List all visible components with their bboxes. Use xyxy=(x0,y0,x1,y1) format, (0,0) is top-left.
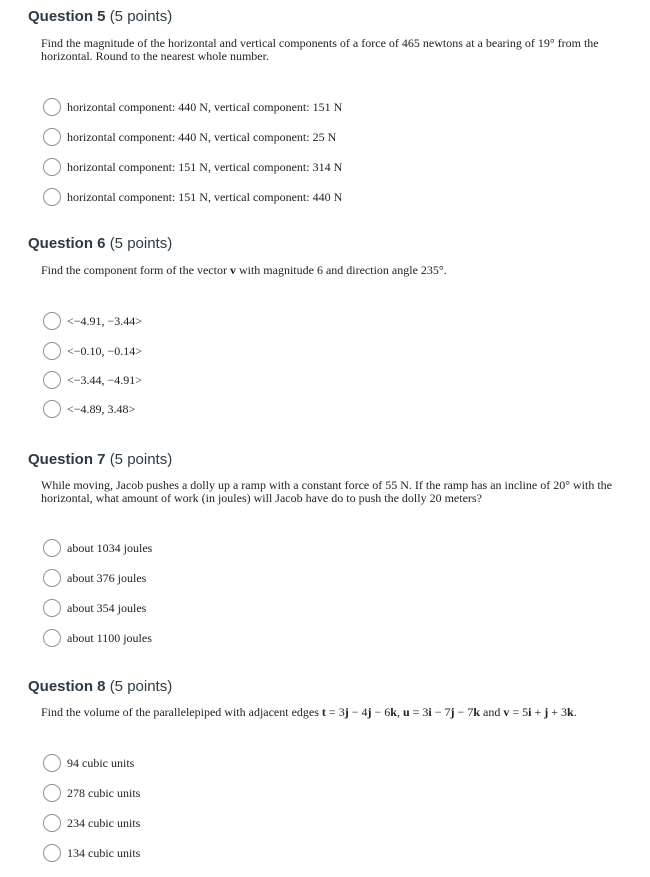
option-label: 278 cubic units xyxy=(67,785,141,800)
option-label: horizontal component: 151 N, vertical component: 440 N xyxy=(67,189,343,204)
option-label: horizontal component: 440 N, vertical component: 25 N xyxy=(67,129,337,144)
answer-option[interactable] xyxy=(43,399,135,419)
question-text: Find the volume of the parallelepiped with adjacent edges t = 3j − 4j − 6k, u = 3i − 7j − 7k and v = 5i + j + 3k. xyxy=(41,705,577,719)
answer-option[interactable] xyxy=(43,157,342,177)
radio-button[interactable] xyxy=(43,158,61,176)
answer-option[interactable] xyxy=(43,341,142,361)
question-points: (5 points) xyxy=(109,8,173,25)
answer-option[interactable] xyxy=(43,127,336,147)
answer-option[interactable] xyxy=(43,311,142,331)
option-label: <−4.89, 3.48> xyxy=(67,401,136,416)
radio-button[interactable] xyxy=(43,754,61,772)
option-label: horizontal component: 151 N, vertical component: 314 N xyxy=(67,159,343,174)
question-title: Question 6 xyxy=(28,235,106,252)
option-label: <−3.44, −4.91> xyxy=(67,372,143,387)
radio-button[interactable] xyxy=(43,599,61,617)
radio-button[interactable] xyxy=(43,784,61,802)
question-text: While moving, Jacob pushes a dolly up a ramp with a constant force of 55 N. If the ramp has an incline of 20° with the horizontal, what amount of work (in joules) will Jacob have do to push the dolly 20 meters? xyxy=(41,478,612,505)
question-points: (5 points) xyxy=(109,451,173,468)
radio-button[interactable] xyxy=(43,629,61,647)
answer-option[interactable] xyxy=(43,813,140,833)
answer-option[interactable] xyxy=(43,97,342,117)
radio-button[interactable] xyxy=(43,342,61,360)
option-label: about 1034 joules xyxy=(67,540,153,555)
question-header xyxy=(28,235,172,253)
answer-option[interactable] xyxy=(43,753,134,773)
question-text: Find the magnitude of the horizontal and vertical components of a force of 465 newtons at a bearing of 19° from the horizontal. Round to the nearest whole number. xyxy=(41,36,599,63)
question-title: Question 8 xyxy=(28,678,106,695)
question-header xyxy=(28,451,172,469)
option-label: about 354 joules xyxy=(67,600,147,615)
option-label: 234 cubic units xyxy=(67,815,141,830)
question-title: Question 7 xyxy=(28,451,106,468)
answer-option[interactable] xyxy=(43,568,146,588)
answer-option[interactable] xyxy=(43,370,142,390)
radio-button[interactable] xyxy=(43,814,61,832)
option-label: 94 cubic units xyxy=(67,755,135,770)
radio-button[interactable] xyxy=(43,371,61,389)
option-label: horizontal component: 440 N, vertical component: 151 N xyxy=(67,99,343,114)
radio-button[interactable] xyxy=(43,400,61,418)
question-header xyxy=(28,8,172,26)
answer-option[interactable] xyxy=(43,628,152,648)
option-label: about 1100 joules xyxy=(67,630,152,645)
radio-button[interactable] xyxy=(43,312,61,330)
answer-option[interactable] xyxy=(43,783,140,803)
answer-option[interactable] xyxy=(43,187,342,207)
question-points: (5 points) xyxy=(109,235,173,252)
radio-button[interactable] xyxy=(43,569,61,587)
question-header xyxy=(28,678,172,696)
radio-button[interactable] xyxy=(43,188,61,206)
answer-option[interactable] xyxy=(43,538,152,558)
radio-button[interactable] xyxy=(43,98,61,116)
answer-option[interactable] xyxy=(43,843,140,863)
question-text: Find the component form of the vector v with magnitude 6 and direction angle 235°. xyxy=(41,263,447,277)
option-label: about 376 joules xyxy=(67,570,147,585)
radio-button[interactable] xyxy=(43,539,61,557)
question-title: Question 5 xyxy=(28,8,106,25)
radio-button[interactable] xyxy=(43,844,61,862)
question-points: (5 points) xyxy=(109,678,173,695)
answer-option[interactable] xyxy=(43,598,146,618)
option-label: <−0.10, −0.14> xyxy=(67,343,143,358)
radio-button[interactable] xyxy=(43,128,61,146)
option-label: 134 cubic units xyxy=(67,845,141,860)
option-label: <−4.91, −3.44> xyxy=(67,313,143,328)
